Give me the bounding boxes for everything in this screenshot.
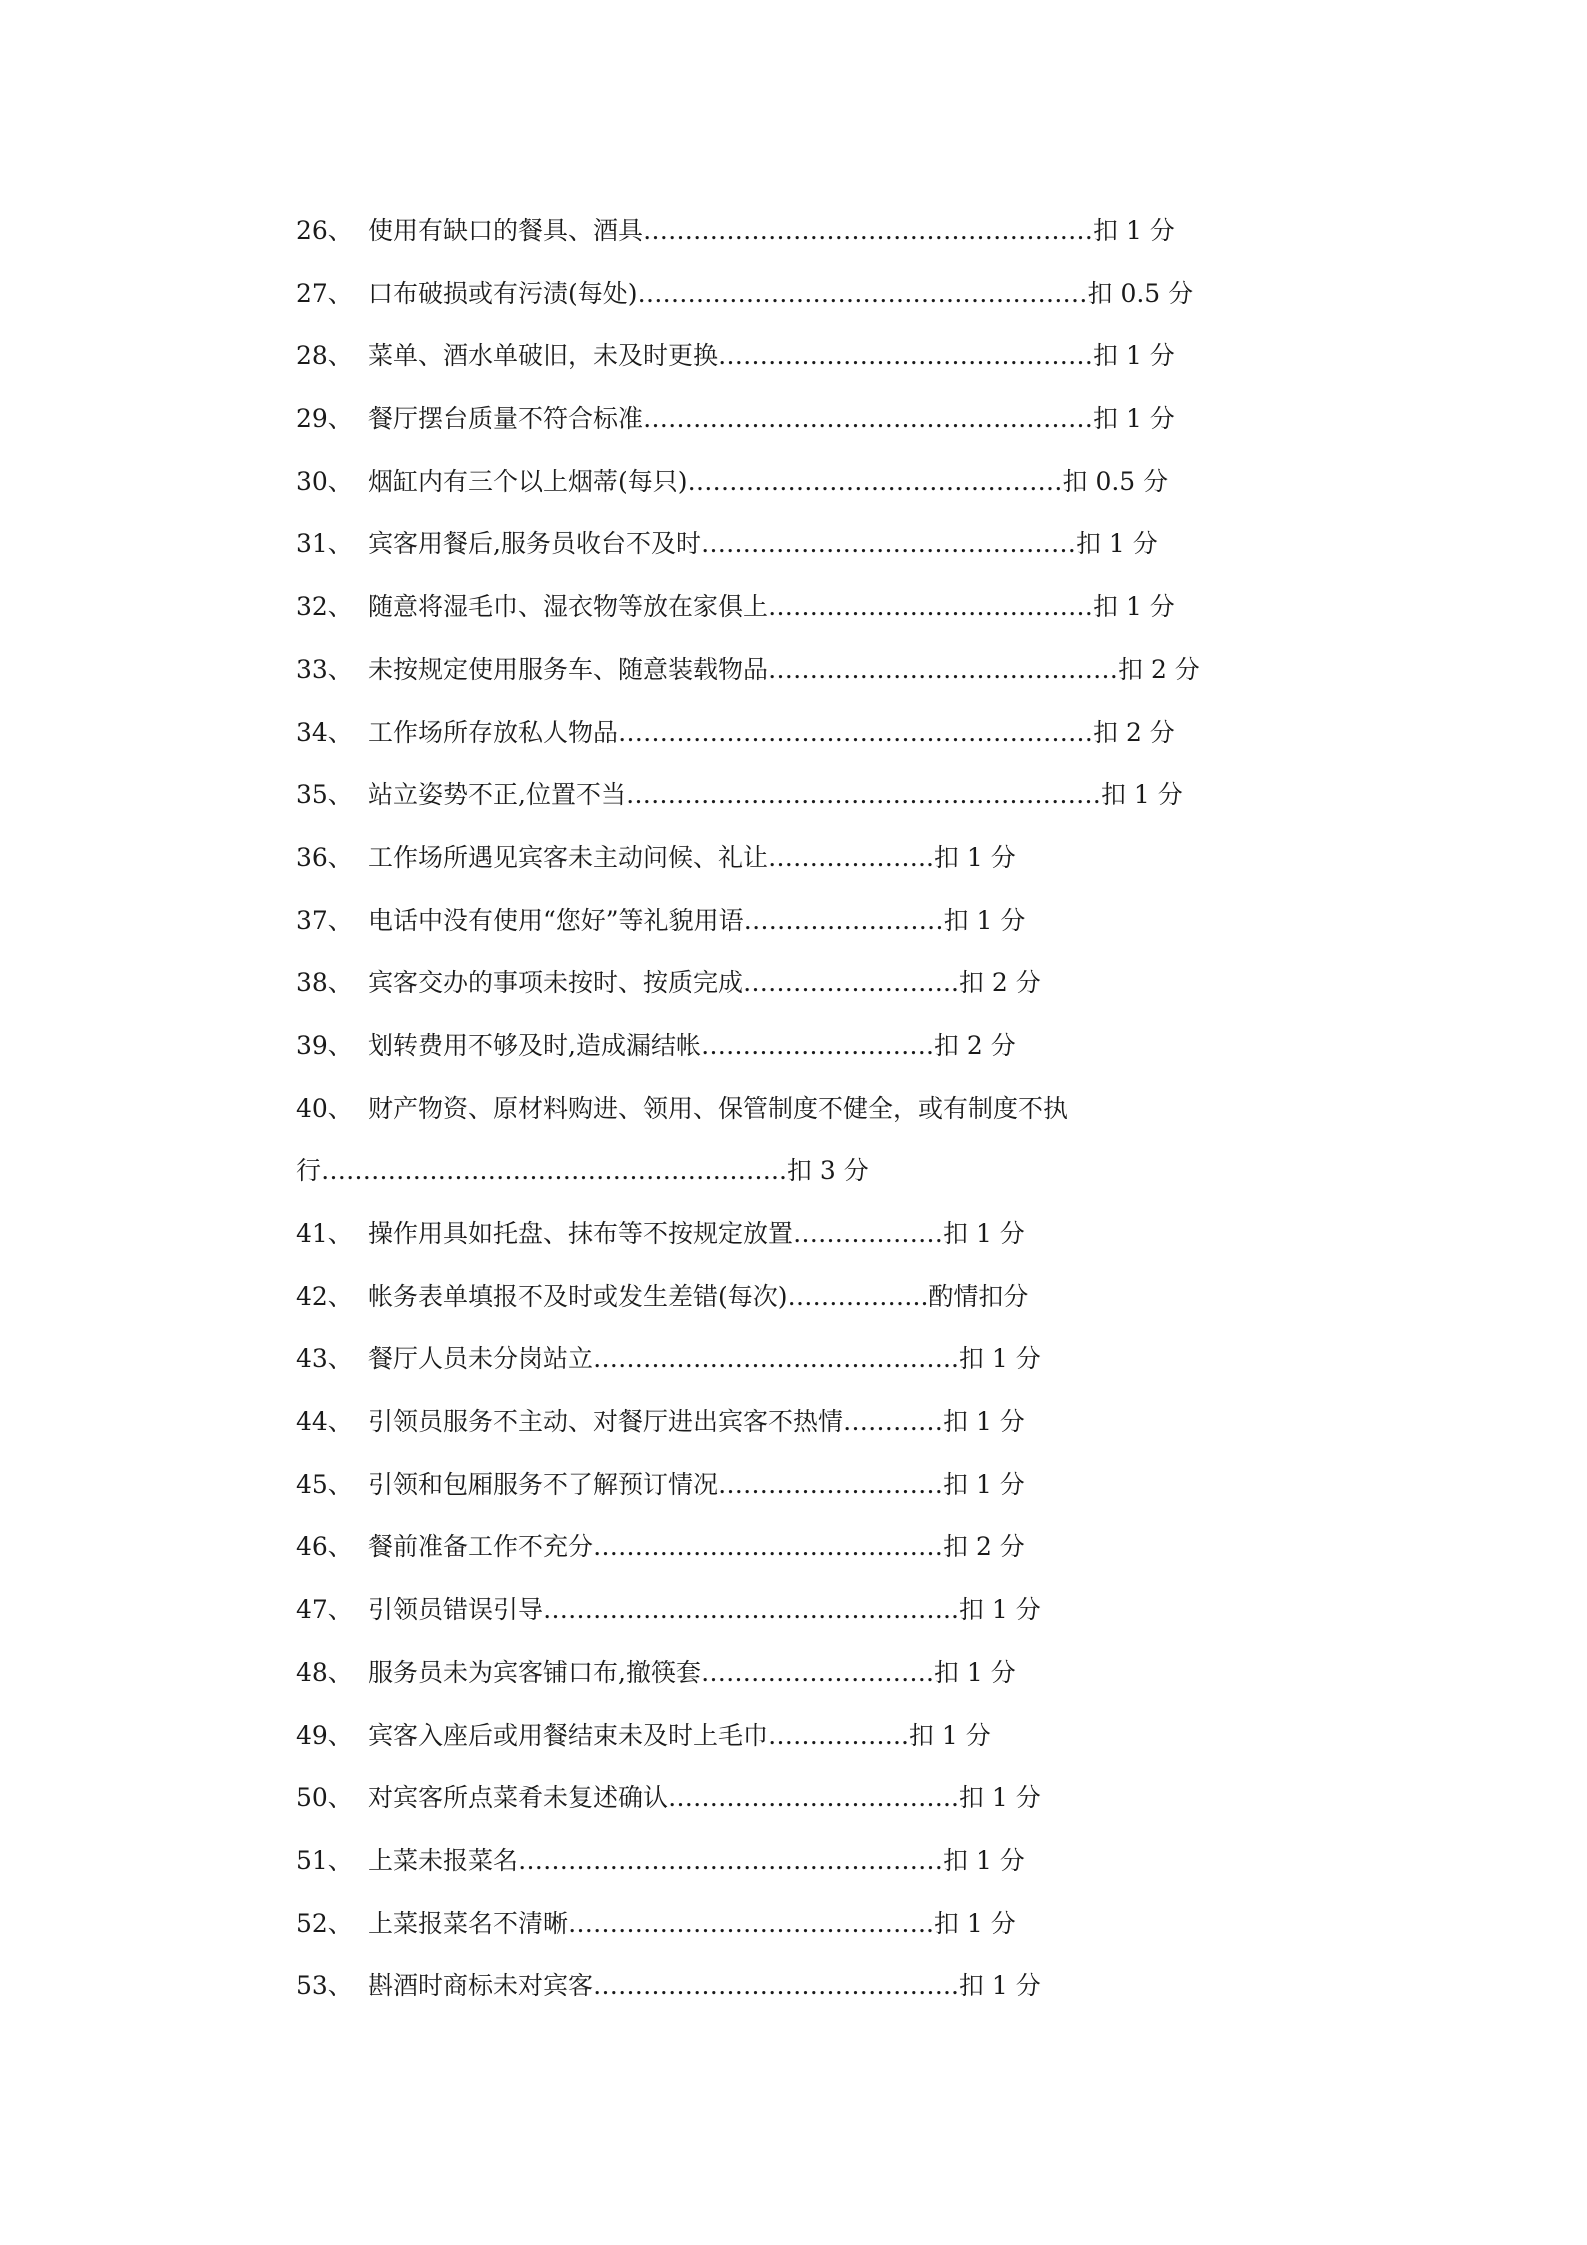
list-item [296, 1579, 1296, 1642]
list-item [296, 325, 1296, 388]
item-number: 31、 [296, 529, 353, 559]
item-number: 41、 [296, 1219, 353, 1249]
list-item [296, 1266, 1296, 1329]
list-item [296, 1391, 1296, 1454]
item-text: 引领员服务不主动、对餐厅进出宾客不热情…………扣 1 分 [368, 1407, 1025, 1437]
list-item [296, 952, 1296, 1015]
item-number: 39、 [296, 1030, 353, 1060]
deduction-list [296, 200, 1296, 2018]
list-item [296, 1642, 1296, 1705]
item-number: 29、 [296, 404, 353, 434]
list-item [296, 827, 1296, 890]
list-item [296, 1078, 1296, 1203]
item-number: 46、 [296, 1532, 353, 1562]
item-number: 52、 [296, 1908, 353, 1938]
item-text: 服务员未为宾客铺口布,撤筷套……………………….扣 1 分 [368, 1657, 1016, 1687]
item-number: 44、 [296, 1407, 353, 1437]
item-number: 27、 [296, 278, 353, 308]
item-text: 上菜报菜名不清晰……………………………………..扣 1 分 [368, 1908, 1016, 1938]
list-item [296, 1203, 1296, 1266]
item-text: 操作用具如托盘、抹布等不按规定放置………………扣 1 分 [368, 1219, 1025, 1249]
item-number: 48、 [296, 1657, 353, 1687]
item-text: 未按规定使用服务车、随意装载物品……………………………………扣 2 分 [368, 654, 1200, 684]
item-number: 43、 [296, 1344, 353, 1374]
list-item [296, 702, 1296, 765]
item-number: 45、 [296, 1469, 353, 1499]
list-item [296, 1955, 1296, 2018]
list-item [296, 1454, 1296, 1517]
item-text: 菜单、酒水单破旧，未及时更换………………………………………扣 1 分 [368, 341, 1175, 371]
item-text: 工作场所存放私人物品…………………………………………………扣 2 分 [368, 717, 1175, 747]
item-text: 工作场所遇见宾客未主动问候、礼让………………..扣 1 分 [368, 842, 1016, 872]
item-text: 餐厅人员未分岗站立……………………………………..扣 1 分 [368, 1344, 1041, 1374]
item-number: 34、 [296, 717, 353, 747]
item-text: 财产物资、原材料购进、领用、保管制度不健全，或有制度不执 [368, 1093, 1069, 1123]
list-item [296, 1516, 1296, 1579]
item-text: 站立姿势不正,位置不当…………………………………………………扣 1 分 [368, 780, 1183, 810]
item-text: 使用有缺口的餐具、酒具………………………………………………扣 1 分 [368, 216, 1175, 245]
item-number: 53、 [296, 1971, 353, 2001]
item-number: 42、 [296, 1281, 353, 1311]
item-number: 26、 [296, 216, 353, 245]
item-number: 33、 [296, 654, 353, 684]
item-number: 49、 [296, 1720, 353, 1750]
item-text: 引领和包厢服务不了解预订情况………………………扣 1 分 [368, 1469, 1025, 1499]
list-item [296, 576, 1296, 639]
list-item [296, 1015, 1296, 1078]
item-text-continuation: 行………………………………………………..扣 3 分 [296, 1156, 869, 1186]
list-item [296, 1830, 1296, 1893]
list-item [296, 1767, 1296, 1830]
item-text: 引领员错误引导…………………………………………..扣 1 分 [368, 1595, 1041, 1625]
list-item [296, 1893, 1296, 1956]
item-number: 35、 [296, 780, 353, 810]
list-item [296, 513, 1296, 576]
item-text: 烟缸内有三个以上烟蒂(每只)………………………………………扣 0.5 分 [368, 466, 1169, 496]
list-item [296, 890, 1296, 953]
item-number: 51、 [296, 1845, 353, 1875]
item-text: 划转费用不够及时,造成漏结帐……………………….扣 2 分 [368, 1030, 1016, 1060]
item-number: 40、 [296, 1093, 353, 1123]
list-item [296, 388, 1296, 451]
item-text: 电话中没有使用“您好”等礼貌用语……………………扣 1 分 [368, 905, 1026, 935]
item-text: 随意将湿毛巾、湿衣物等放在家俱上…………………………………扣 1 分 [368, 592, 1175, 622]
item-number: 32、 [296, 592, 353, 622]
list-item [296, 764, 1296, 827]
item-text: 帐务表单填报不及时或发生差错(每次)……………..酌情扣分 [368, 1281, 1029, 1311]
item-number: 28、 [296, 341, 353, 371]
list-item [296, 200, 1296, 263]
list-item [296, 451, 1296, 514]
list-item [296, 1705, 1296, 1768]
list-item [296, 263, 1296, 326]
item-number: 36、 [296, 842, 353, 872]
item-text: 上菜未报菜名……………………………………………扣 1 分 [368, 1845, 1025, 1875]
item-text: 宾客交办的事项未按时、按质完成……………………..扣 2 分 [368, 968, 1041, 998]
item-text: 对宾客所点菜肴未复述确认……………………………..扣 1 分 [368, 1783, 1041, 1813]
item-number: 47、 [296, 1595, 353, 1625]
item-text: 宾客用餐后,服务员收台不及时………………………………………扣 1 分 [368, 529, 1158, 559]
item-number: 38、 [296, 968, 353, 998]
item-number: 50、 [296, 1783, 353, 1813]
item-text: 餐前准备工作不充分……………………………………扣 2 分 [368, 1532, 1025, 1562]
item-number: 37、 [296, 905, 353, 935]
item-text: 餐厅摆台质量不符合标准………………………………………………扣 1 分 [368, 404, 1175, 434]
list-item [296, 1328, 1296, 1391]
item-text: 口布破损或有污渍(每处)………………………………………………扣 0.5 分 [368, 278, 1194, 308]
item-text: 宾客入座后或用餐结束未及时上毛巾……………..扣 1 分 [368, 1720, 991, 1750]
item-text: 斟酒时商标未对宾客……………………………………..扣 1 分 [368, 1971, 1041, 2001]
list-item [296, 639, 1296, 702]
item-number: 30、 [296, 466, 353, 496]
